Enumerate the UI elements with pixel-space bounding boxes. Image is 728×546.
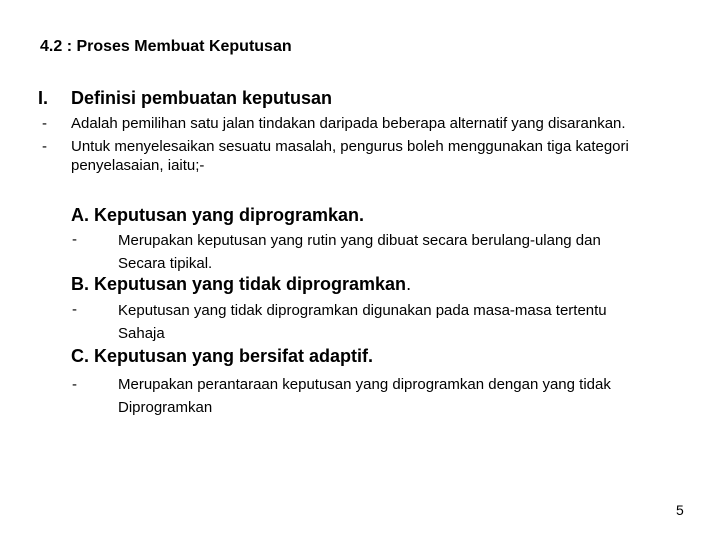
category-heading: C. Keputusan yang bersifat adaptif. xyxy=(71,346,374,366)
bullet-text: Adalah pemilihan satu jalan tindakan daripada beberapa alternatif yang disarankan. xyxy=(71,115,626,132)
category-heading: B. Keputusan yang tidak diprogramkan. xyxy=(71,274,412,294)
section-marker: I. xyxy=(38,88,49,108)
bullet-text: Untuk menyelesaikan sesuatu masalah, pengurus boleh menggunakan tiga kategori xyxy=(71,138,629,155)
bullet-text-continued: penyelasaian, iaitu;- xyxy=(71,157,205,174)
slide-title: 4.2 : Proses Membuat Keputusan xyxy=(40,38,292,55)
category-text-continued: Sahaja xyxy=(118,325,165,342)
category-heading: A. Keputusan yang diprogramkan. xyxy=(71,205,365,225)
category-text-continued: Diprogramkan xyxy=(118,399,213,416)
section-heading: Definisi pembuatan keputusan xyxy=(71,88,333,108)
bullet-dash: - xyxy=(42,115,47,132)
page-number: 5 xyxy=(676,502,684,518)
category-dash: - xyxy=(72,301,77,318)
category-text: Merupakan perantaraan keputusan yang diprogramkan dengan yang tidak xyxy=(118,376,611,393)
category-text: Keputusan yang tidak diprogramkan digunakan pada masa-masa tertentu xyxy=(118,302,607,319)
bullet-dash: - xyxy=(42,138,47,155)
category-dash: - xyxy=(72,231,77,248)
category-dash: - xyxy=(72,376,77,393)
category-text: Merupakan keputusan yang rutin yang dibuat secara berulang-ulang dan xyxy=(118,232,601,249)
category-text-continued: Secara tipikal. xyxy=(118,255,213,272)
